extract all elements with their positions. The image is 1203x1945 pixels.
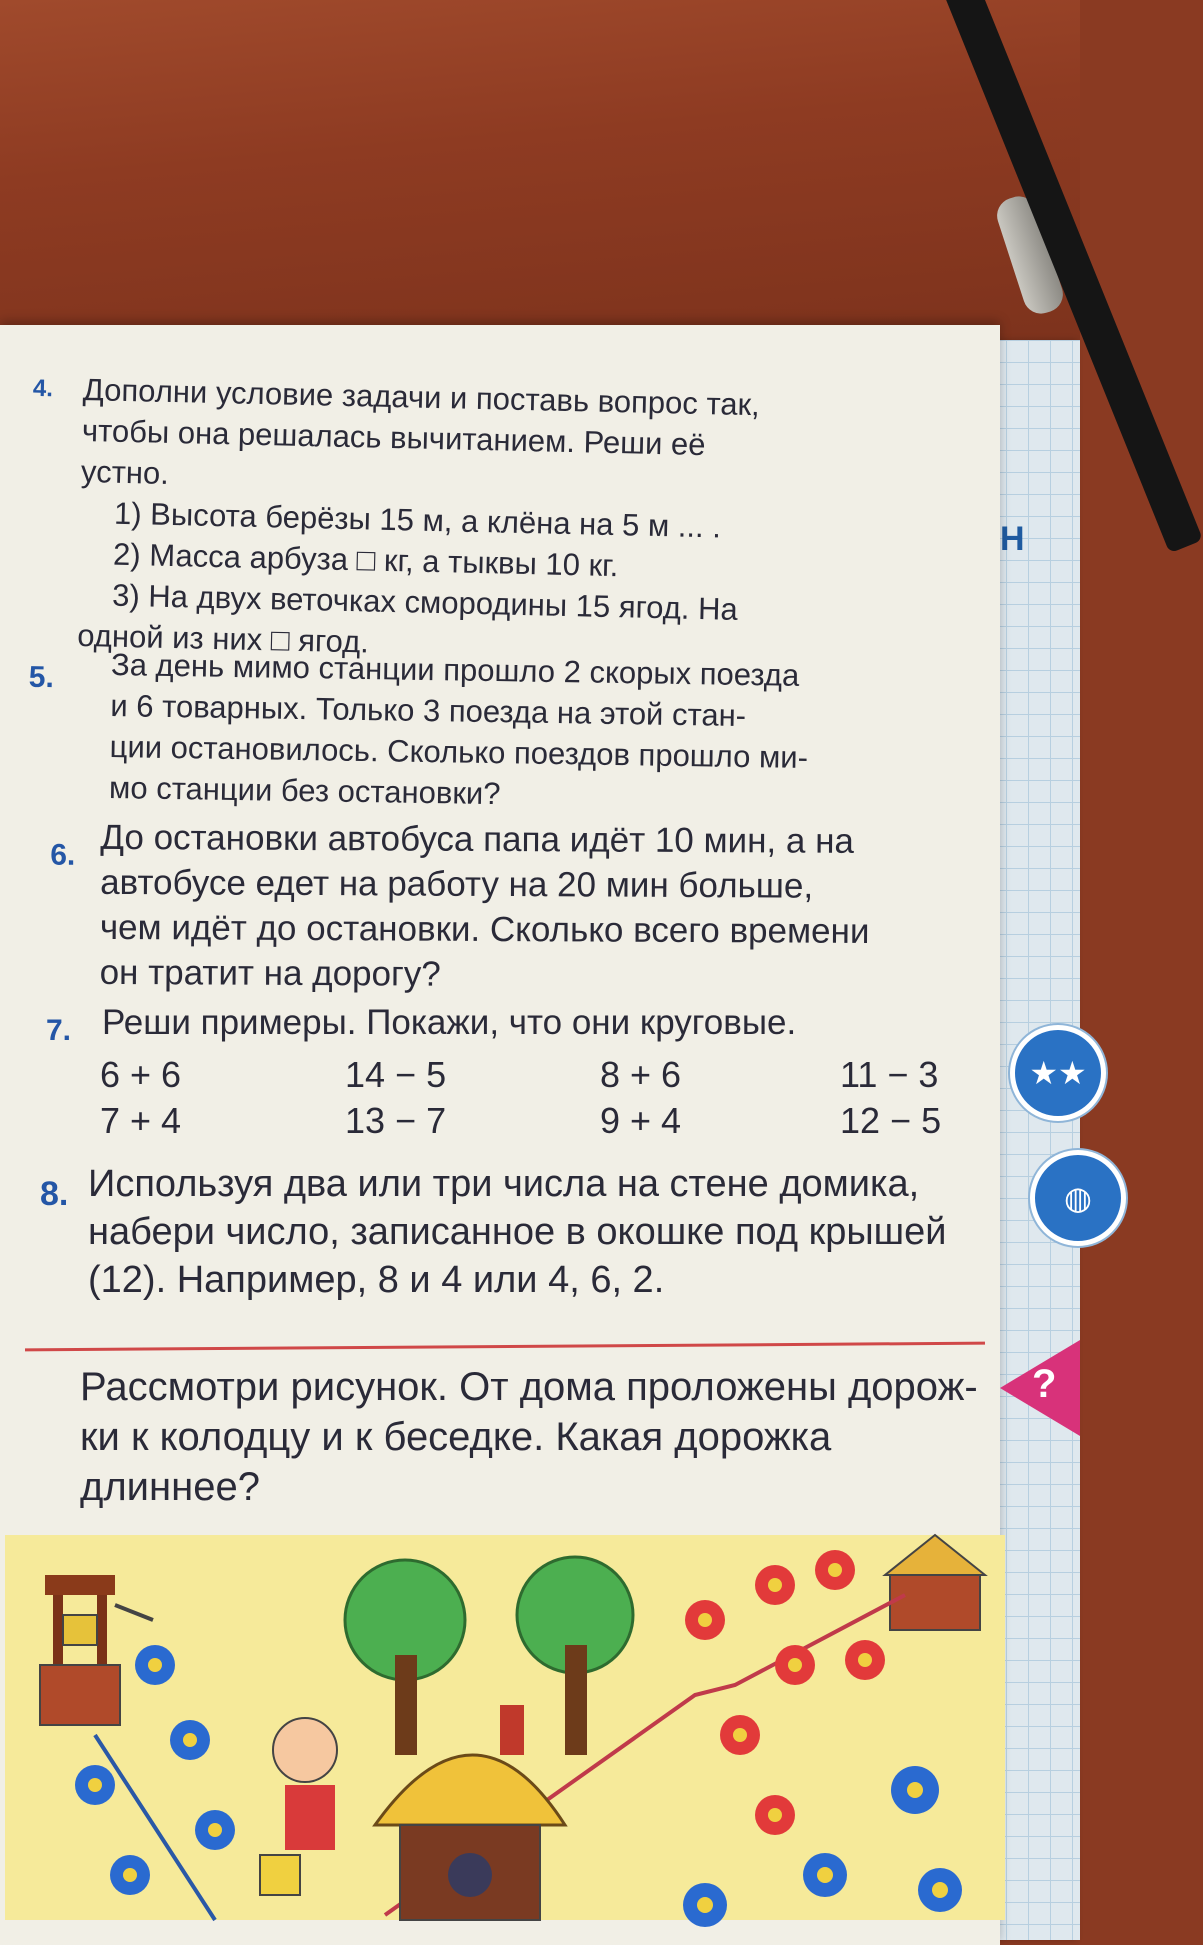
task-line: чтобы она решалась вычитанием. Реши её — [81, 412, 706, 463]
flower-icon — [683, 1883, 727, 1927]
task-5 — [28, 644, 901, 821]
gazebo-icon — [885, 1535, 985, 1630]
task-8 — [40, 1160, 970, 1304]
flower-icon — [803, 1853, 847, 1897]
flower-icon — [195, 1810, 235, 1850]
flower-icon — [135, 1645, 175, 1685]
task-line: Используя два или три числа на стене домика, — [88, 1163, 920, 1205]
tree-icon — [345, 1560, 465, 1755]
example: 8 + 6 — [600, 1054, 682, 1095]
task-number: 6. — [50, 838, 76, 872]
task-item: 3) На двух веточках смородины 15 ягод. На — [111, 577, 739, 627]
task-item: 1) Высота берёзы 15 м, а клёна на 5 м ... . — [113, 495, 722, 545]
globe-icon: ◍ — [1030, 1150, 1126, 1246]
boy-icon — [260, 1718, 337, 1895]
examples-grid — [100, 1052, 960, 1144]
desk-background — [0, 0, 1080, 360]
task-line: и 6 товарных. Только 3 поезда на этой стан- — [110, 688, 747, 734]
flower-icon — [755, 1795, 795, 1835]
example: 7 + 4 — [100, 1100, 182, 1141]
task-6 — [50, 815, 921, 999]
flower-icon — [720, 1715, 760, 1755]
example: 9 + 4 — [600, 1100, 682, 1141]
flower-icon — [845, 1640, 885, 1680]
example: 11 − 3 — [840, 1054, 939, 1095]
task-line: чем идёт до остановки. Сколько всего времени — [99, 907, 870, 951]
stars-icon: ★★ — [1010, 1025, 1106, 1121]
illustration — [5, 1535, 1005, 1920]
flower-icon — [918, 1868, 962, 1912]
task-4 — [32, 369, 883, 674]
well-icon — [40, 1575, 153, 1725]
example: 13 − 7 — [345, 1100, 447, 1141]
flower-icon — [755, 1565, 795, 1605]
task-number: 4. — [32, 374, 54, 403]
task-item: 2) Масса арбуза □ кг, а тыквы 10 кг. — [112, 536, 619, 584]
flower-icon — [685, 1600, 725, 1640]
task-line: До остановки автобуса папа идёт 10 мин, а на — [100, 817, 855, 861]
task-7 — [40, 1000, 900, 1045]
task-line: Реши примеры. Покажи, что они круговые. — [102, 1003, 797, 1042]
flower-icon — [110, 1855, 150, 1895]
task-line: Рассмотри рисунок. От дома проложены дорож- — [80, 1365, 978, 1409]
example: 14 − 5 — [345, 1054, 447, 1095]
flower-icon — [75, 1765, 115, 1805]
flower-icon — [891, 1766, 939, 1814]
task-line: автобусе едет на работу на 20 мин больше, — [100, 862, 814, 906]
task-line: За день мимо станции прошло 2 скорых поезда — [110, 647, 800, 693]
task-number: 7. — [46, 1014, 72, 1047]
side-letter: Н — [1000, 520, 1025, 558]
tree-icon — [517, 1557, 633, 1755]
example: 6 + 6 — [100, 1054, 182, 1095]
question-mark: ? — [1032, 1362, 1057, 1406]
flower-icon — [170, 1720, 210, 1760]
task-line: ции остановилось. Сколько поездов прошло ми- — [109, 729, 809, 775]
task-number: 8. — [40, 1175, 69, 1213]
task-line: длиннее? — [80, 1465, 260, 1509]
example: 12 − 5 — [840, 1100, 942, 1141]
task-number: 5. — [28, 660, 55, 695]
task-line: набери число, записанное в окошке под крышей — [88, 1211, 947, 1253]
flower-icon — [815, 1550, 855, 1590]
task-line: ки к колодцу и к беседке. Какая дорожка — [80, 1415, 832, 1459]
task-line: мо станции без остановки? — [108, 770, 501, 812]
task-line: Дополни условие задачи и поставь вопрос так, — [82, 371, 761, 423]
task-line: (12). Например, 8 и 4 или 4, 6, 2. — [88, 1259, 665, 1301]
flower-icon — [775, 1645, 815, 1685]
task-line: он тратит на дорогу? — [99, 952, 441, 994]
bonus-task — [80, 1362, 1010, 1512]
illustration-svg — [5, 1535, 1005, 1920]
task-item: одной из них □ ягод. — [76, 617, 370, 660]
question-icon — [1000, 1340, 1080, 1436]
task-line: устно. — [80, 453, 170, 491]
